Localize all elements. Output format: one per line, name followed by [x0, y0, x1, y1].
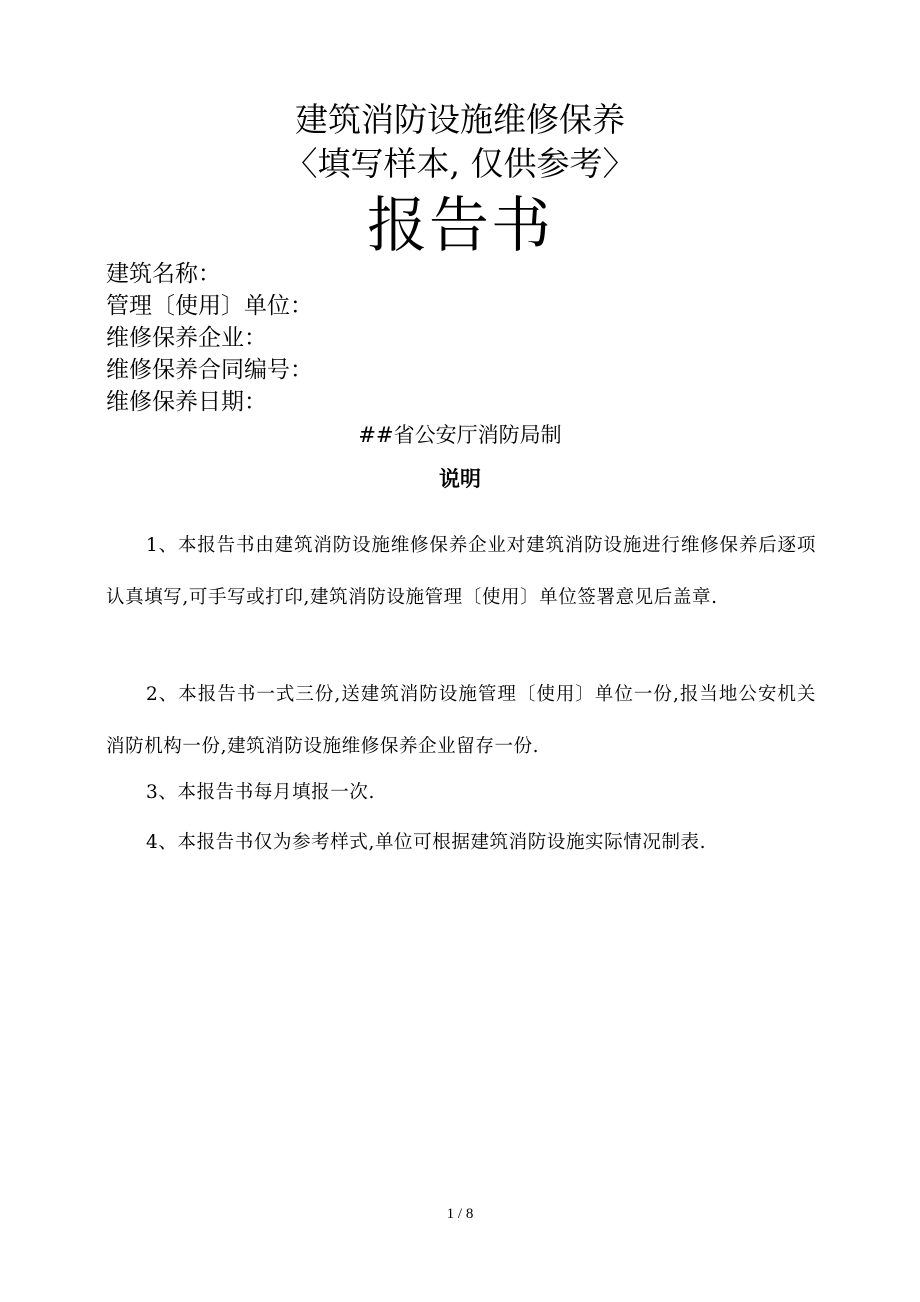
maintenance-date-field: 维修保养日期： — [106, 389, 267, 415]
instruction-item-4: 4、本报告书仅为参考样式,单位可根据建筑消防设施实际情况制表. — [146, 831, 707, 853]
instruction-item-1: 1、本报告书由建筑消防设施维修保养企业对建筑消防设施进行维修保养后逐项认真填写,可手写或打印,建筑消防设施管理〔使用〕单位签署意见后盖章. — [106, 534, 816, 608]
management-unit-field: 管理〔使用〕单位： — [106, 293, 313, 319]
building-name-field: 建筑名称： — [106, 261, 221, 287]
instructions-heading: 说明 — [439, 467, 481, 491]
instruction-item-3: 3、本报告书每月填报一次. — [146, 781, 375, 803]
title-line-1: 建筑消防设施维修保养 — [295, 100, 625, 139]
page-number: 1 / 8 — [446, 1206, 474, 1222]
maintenance-company-field: 维修保养企业： — [106, 325, 267, 351]
instruction-item-2: 2、本报告书一式三份,送建筑消防设施管理〔使用〕单位一份,报当地公安机关消防机构一份,建筑消防设施维修保养企业留存一份. — [106, 683, 816, 757]
contract-number-field: 维修保养合同编号： — [106, 357, 313, 383]
title-line-3: 报告书 — [367, 191, 553, 261]
issuer-line: ##省公安厅消防局制 — [358, 423, 562, 447]
title-line-2: 〈填写样本, 仅供参考〉 — [284, 144, 636, 183]
